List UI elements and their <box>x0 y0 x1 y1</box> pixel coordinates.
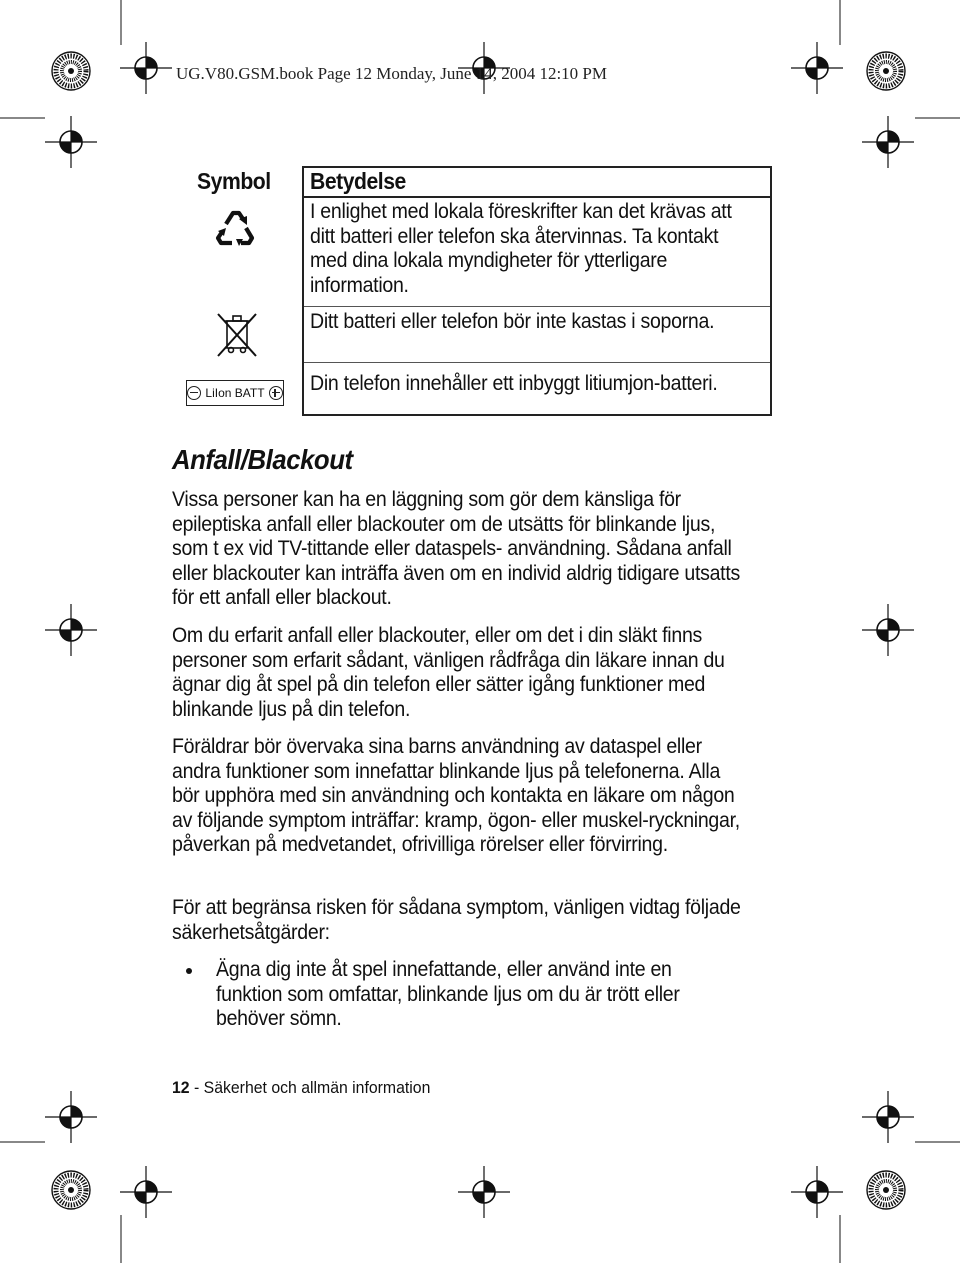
row-text: Ditt batteri eller telefon bör inte kastas i soporna. <box>310 310 715 333</box>
paragraph <box>172 624 749 722</box>
page-number: 12 <box>172 1078 190 1097</box>
crossed-bin-icon <box>214 310 260 358</box>
header-rule <box>304 196 770 198</box>
col-header-symbol: Symbol <box>197 168 271 194</box>
paragraph <box>172 488 749 611</box>
symbol-table <box>172 166 770 414</box>
col-header-meaning: Betydelse <box>310 168 406 194</box>
minus-icon <box>187 386 201 400</box>
page-footer <box>172 1078 430 1098</box>
paragraph-text: För att begränsa risken för sådana symptom, vänligen vidtag följade säkerhetsåtgärder: <box>172 896 741 944</box>
paragraph <box>172 735 749 858</box>
row-rule <box>304 362 770 363</box>
paragraph <box>172 896 749 945</box>
battery-badge-label: LiIon BATT <box>205 386 265 400</box>
plus-icon <box>269 386 283 400</box>
print-slug: UG.V80.GSM.book Page 12 Monday, June 14, 2004 12:10 PM <box>176 64 607 83</box>
footer-separator: - <box>189 1078 204 1097</box>
section-title: Anfall/Blackout <box>172 444 353 475</box>
list-item: Ägna dig inte åt spel innefattande, eller använd inte en funktion som omfattar, blinkande ljus om du är trött eller behöver sömn. <box>216 958 680 1031</box>
row-rule <box>304 306 770 307</box>
paragraph-text: Föräldrar bör övervaka sina barns användning av dataspel eller andra funktioner som innefattar blinkande ljus på telefonerna. Alla bör upphöra med sin användning och kontakta en läkare om någon av följande symptom inträffar: kramp, ögon- eller muskel-ryckningar, påverkan på medvetandet, ofrivilliga rörelser eller förvirring. <box>172 735 740 857</box>
paragraph-text: Vissa personer kan ha en läggning som gör dem känsliga för epileptiska anfall eller blackouter om de utsätts för blinkande ljus, som t ex vid TV-tittande eller dataspels- användning. Sådana anfall eller blackouter kan inträffa även om en individ aldrig tidigare utsatts för ett anfall eller blackout. <box>172 488 740 610</box>
row-text: I enlighet med lokala föreskrifter kan det krävas att ditt batteri eller telefon ska återvinnas. Ta kontakt med dina lokala myndigheter för ytterligare information. <box>310 200 732 297</box>
bullet-icon <box>186 968 192 974</box>
row-text: Din telefon innehåller ett inbyggt litiumjon-batteri. <box>310 372 718 395</box>
battery-badge-icon <box>186 380 284 406</box>
chapter-title: Säkerhet och allmän information <box>203 1078 431 1097</box>
paragraph-text: Om du erfarit anfall eller blackouter, eller om det i din släkt finns personer som erfarit sådant, vänligen rådfråga din läkare innan du ägnar dig åt spel på din telefon eller sätter igång funktioner med blinkande ljus på din telefon. <box>172 624 725 721</box>
recycle-icon <box>212 206 260 250</box>
